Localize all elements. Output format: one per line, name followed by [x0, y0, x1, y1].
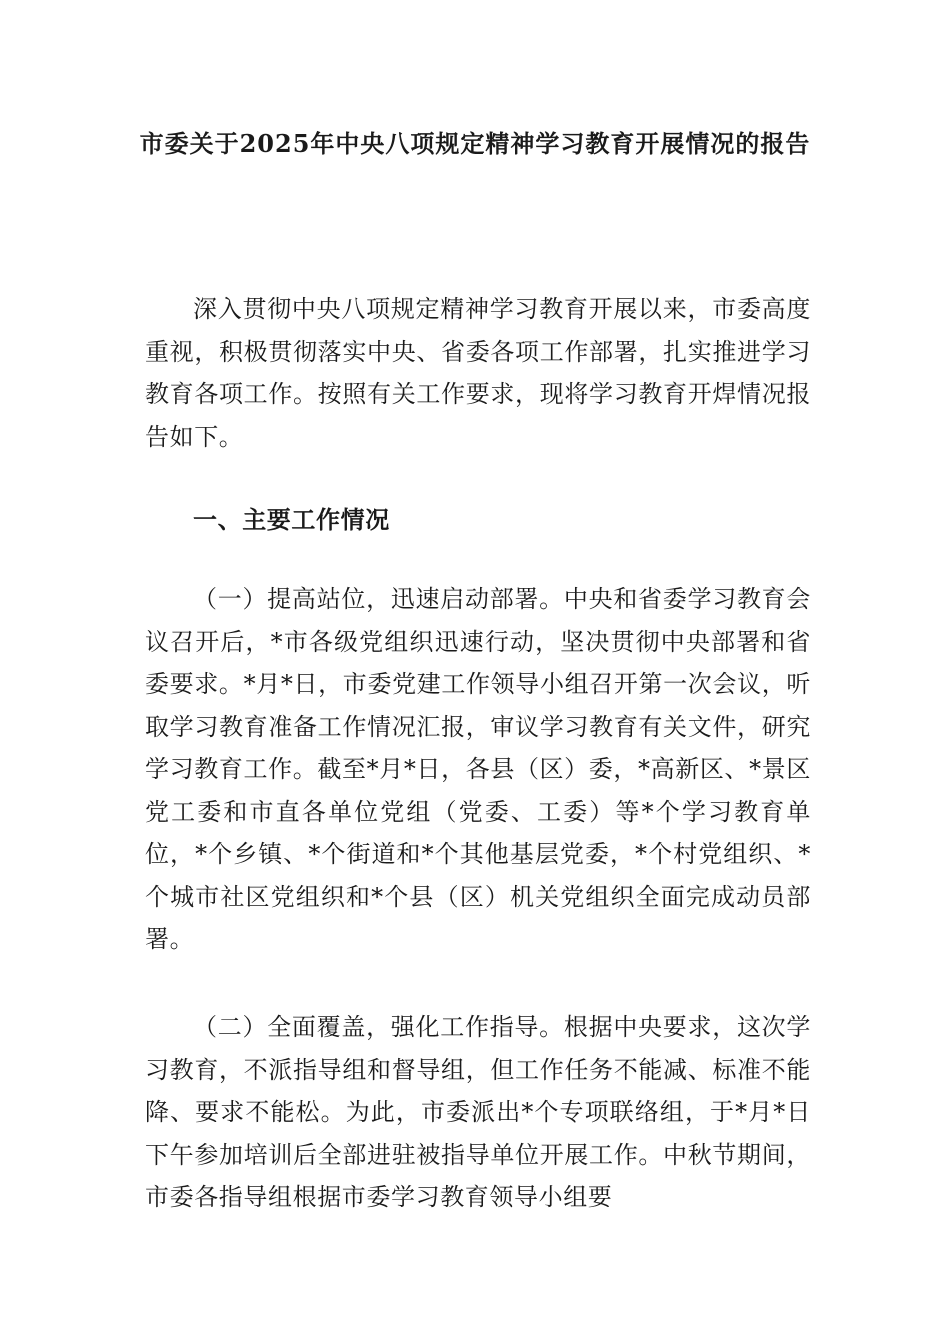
- subsection-2-paragraph: （二）全面覆盖，强化工作指导。根据中央要求，这次学习教育，不派指导组和督导组，但工作任务不能减、标准不能降、要求不能松。为此，市委派出*个专项联络组，于*月*日下午参加培训后全部进驻被指导单位开展工作。中秋节期间，市委各指导组根据市委学习教育领导小组要: [145, 1013, 811, 1211]
- intro-paragraph: 深入贯彻中央八项规定精神学习教育开展以来，市委高度重视，积极贯彻落实中央、省委各项工作部署，扎实推进学习教育各项工作。按照有关工作要求，现将学习教育开焊情况报告如下。: [145, 295, 811, 451]
- subsection-1-paragraph: （一）提高站位，迅速启动部署。中央和省委学习教育会议召开后，*市各级党组织迅速行动，坚决贯彻中央部署和省委要求。*月*日，市委党建工作领导小组召开第一次会议，听取学习教育准备工作情况汇报，审议学习教育有关文件，研究学习教育工作。截至*月*日，各县（区）委，*高新区、*景区党工委和市直各单位党组（党委、工委）等*个学习教育单位，*个乡镇、*个街道和*个其他基层党委，*个村党组织、*个城市社区党组织和*个县（区）机关党组织全面完成动员部署。: [145, 585, 811, 953]
- document-title: 市委关于2025年中央八项规定精神学习教育开展情况的报告: [139, 129, 811, 158]
- section-heading-main-work: 一、主要工作情况: [193, 505, 390, 534]
